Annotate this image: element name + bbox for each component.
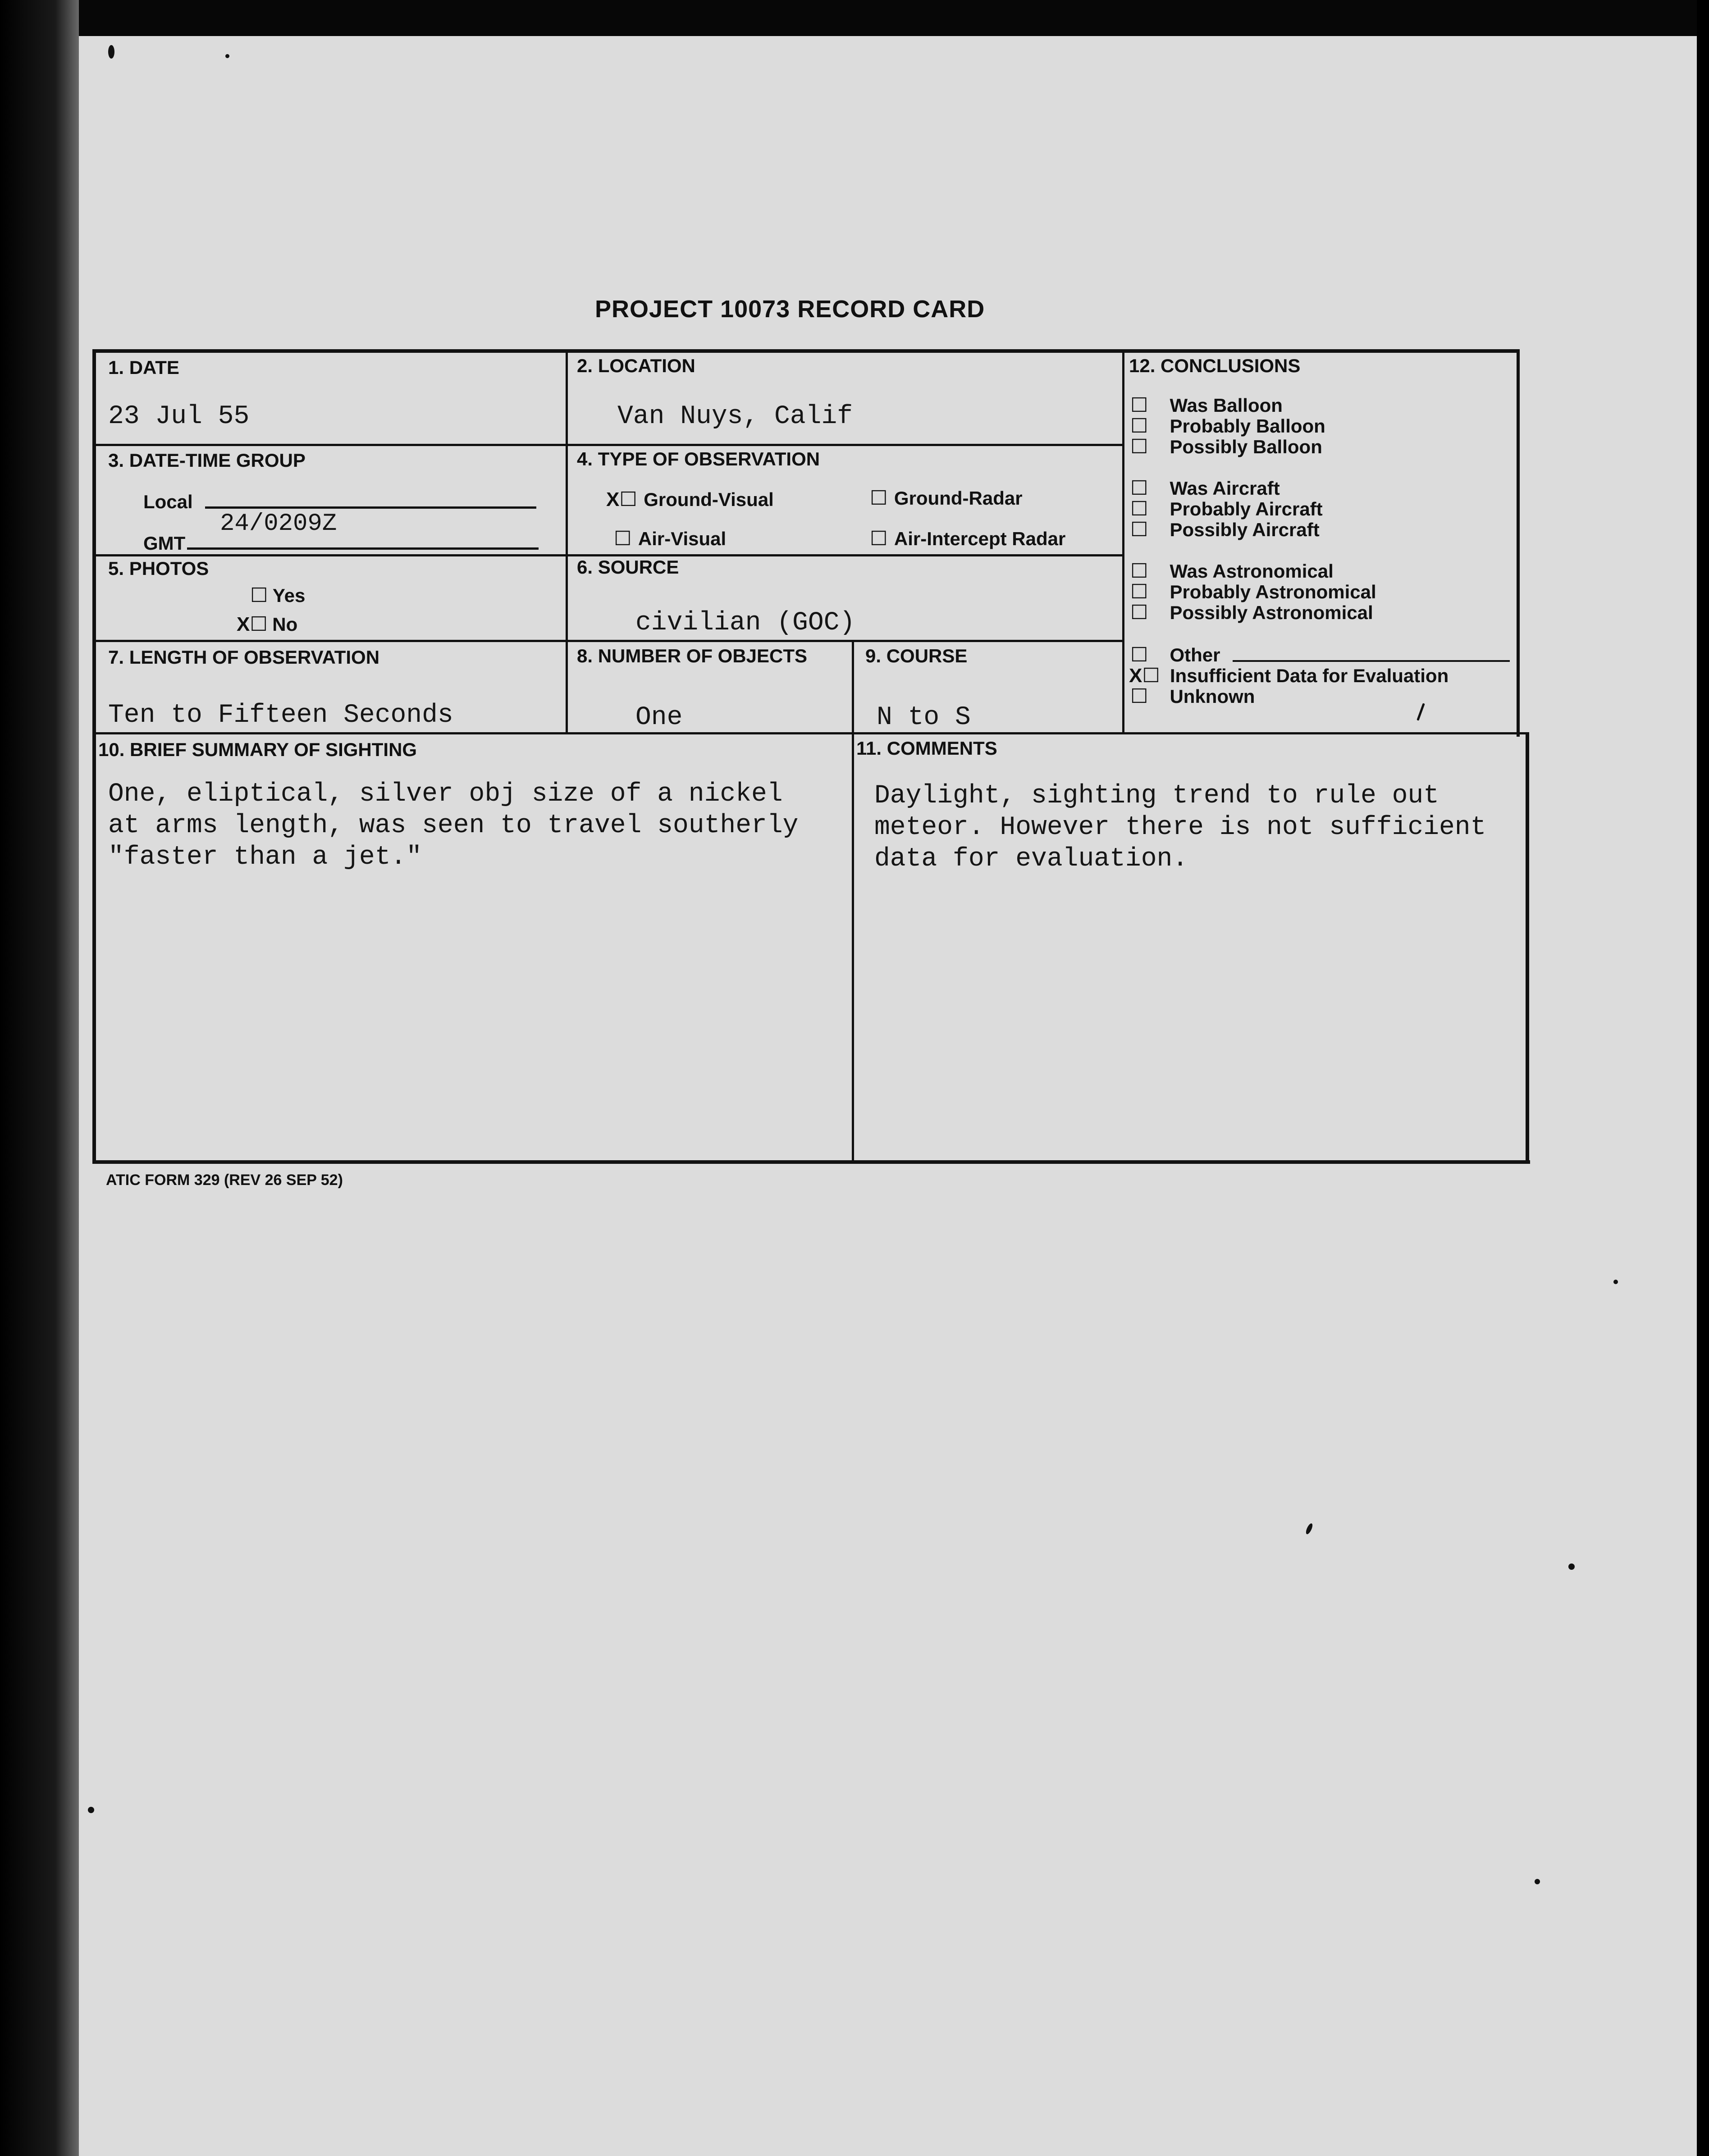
conclusion-label: Unknown [1170,686,1255,707]
course-label: 9. COURSE [865,645,968,666]
checkbox-icon: ☐ [870,487,888,509]
conclusion-label: Possibly Balloon [1170,436,1322,457]
dtg-local-underline [205,506,536,509]
checkbox-icon: ☐ [870,528,888,550]
length-value: Ten to Fifteen Seconds [108,701,453,730]
conclusion-label: Probably Astronomical [1170,581,1376,602]
obs-ground-visual-label: Ground-Visual [644,489,774,510]
dtg-gmt-value: 24/0209Z [220,510,337,538]
checkbox-icon: ☐ [1130,519,1148,541]
conclusion-item [1129,666,1449,686]
summary-label: 10. BRIEF SUMMARY OF SIGHTING [98,739,417,760]
conclusion-item [1130,396,1283,415]
obs-air-visual-option [614,528,726,550]
scan-speck [225,54,229,58]
scan-left-edge [0,0,79,2156]
conclusion-label: Probably Balloon [1170,415,1325,437]
divider-v2 [1122,349,1124,732]
conclusion-other-underline [1233,660,1510,662]
photos-no-label: No [272,614,298,635]
divider-h-date [92,444,568,446]
location-value: Van Nuys, Calif [617,402,853,431]
comments-line: Daylight, sighting trend to rule out [874,781,1439,811]
conclusion-item [1130,499,1323,519]
scan-speck [1568,1563,1575,1570]
conclusion-item [1130,416,1325,436]
table-right-border-upper [1517,349,1520,737]
checkbox-icon: ☐ [1130,477,1148,499]
checkbox-icon: ☐ [1130,415,1148,437]
summary-line: One, eliptical, silver obj size of a nickel [108,779,783,809]
scan-speck [108,45,114,59]
conclusion-label: Other [1170,644,1220,665]
conclusion-label: Insufficient Data for Evaluation [1170,665,1449,686]
divider-v3 [852,640,854,1162]
dtg-label: 3. DATE-TIME GROUP [108,450,306,471]
length-label: 7. LENGTH OF OBSERVATION [108,647,380,668]
divider-h-summary [92,732,1528,734]
summary-line: at arms length, was seen to travel southerly [108,811,799,840]
table-left-border [92,349,96,1164]
comments-line: data for evaluation. [874,844,1188,874]
checkbox-icon: ☐ [1130,581,1148,603]
photos-yes-label: Yes [272,585,306,606]
conclusion-item [1130,479,1280,498]
checkbox-icon: ☐ [250,613,268,635]
scan-speck [1613,1280,1618,1284]
objects-label: 8. NUMBER OF OBJECTS [577,645,808,666]
obs-ground-radar-label: Ground-Radar [894,488,1023,509]
source-label: 6. SOURCE [577,556,679,578]
conclusion-mark: X [1129,665,1142,687]
checkbox-icon: ☐ [1130,498,1148,520]
conclusion-label: Possibly Aircraft [1170,519,1320,540]
conclusion-item [1130,520,1320,540]
photos-no-mark: X [237,613,250,635]
checkbox-icon: ☐ [1130,644,1148,666]
table-bottom-border [92,1160,1530,1164]
conclusion-item [1130,645,1220,665]
source-value: civilian (GOC) [635,608,855,638]
checkbox-icon: ☐ [1130,685,1148,707]
obs-air-visual-label: Air-Visual [638,528,727,549]
course-value: N to S [877,703,971,732]
checkbox-icon: ☐ [614,528,632,550]
dtg-local-label: Local [143,491,193,512]
conclusion-item [1130,561,1334,581]
conclusion-item [1130,437,1322,457]
summary-text [108,779,798,873]
summary-line: "faster than a jet." [108,843,422,872]
table-top-border [92,349,1519,353]
form-number: ATIC FORM 329 (REV 26 SEP 52) [106,1171,343,1189]
date-label: 1. DATE [108,357,179,378]
location-label: 2. LOCATION [577,355,695,376]
conclusion-label: Was Balloon [1170,395,1283,416]
conclusion-label: Was Aircraft [1170,478,1280,499]
conclusions-label: 12. CONCLUSIONS [1129,355,1301,376]
comments-text [874,780,1486,875]
obs-ground-radar-option [870,488,1023,509]
paper-sheet [79,36,1697,2156]
divider-v1 [566,349,568,732]
photos-no-option [237,614,297,635]
conclusion-label: Possibly Astronomical [1170,602,1373,623]
card-title: PROJECT 10073 RECORD CARD [595,296,985,323]
obs-air-intercept-label: Air-Intercept Radar [894,528,1066,549]
comments-line: meteor. However there is not sufficient [874,813,1486,842]
conclusion-item [1130,603,1373,623]
objects-value: One [635,703,683,732]
photos-yes-option [250,585,305,606]
checkbox-icon: ☐ [1130,436,1148,458]
checkbox-icon: ☐ [619,488,637,511]
conclusion-item [1130,582,1376,602]
comments-label: 11. COMMENTS [856,738,997,759]
divider-h-photos [92,640,1124,642]
obs-ground-visual-mark: X [606,488,620,511]
observation-type-label: 4. TYPE OF OBSERVATION [577,448,820,469]
scan-speck [88,1807,94,1813]
conclusion-label: Probably Aircraft [1170,498,1323,520]
scan-speck [1535,1879,1540,1884]
date-value: 23 Jul 55 [108,402,250,431]
obs-ground-visual-option [606,489,774,511]
checkbox-icon: ☐ [1130,602,1148,624]
checkbox-icon: ☐ [250,584,268,606]
obs-air-intercept-option [870,528,1065,550]
photos-label: 5. PHOTOS [108,558,209,579]
conclusion-label: Was Astronomical [1170,561,1334,582]
dtg-gmt-underline [187,547,539,550]
table-right-border-lower [1526,732,1529,1164]
divider-h-location [566,444,1124,446]
scan-right-edge [1697,0,1709,2156]
conclusion-item [1130,687,1255,707]
checkbox-icon: ☐ [1130,560,1148,582]
dtg-gmt-label: GMT [143,533,186,554]
checkbox-icon: ☐ [1130,394,1148,416]
checkbox-icon: ☐ [1142,665,1160,687]
